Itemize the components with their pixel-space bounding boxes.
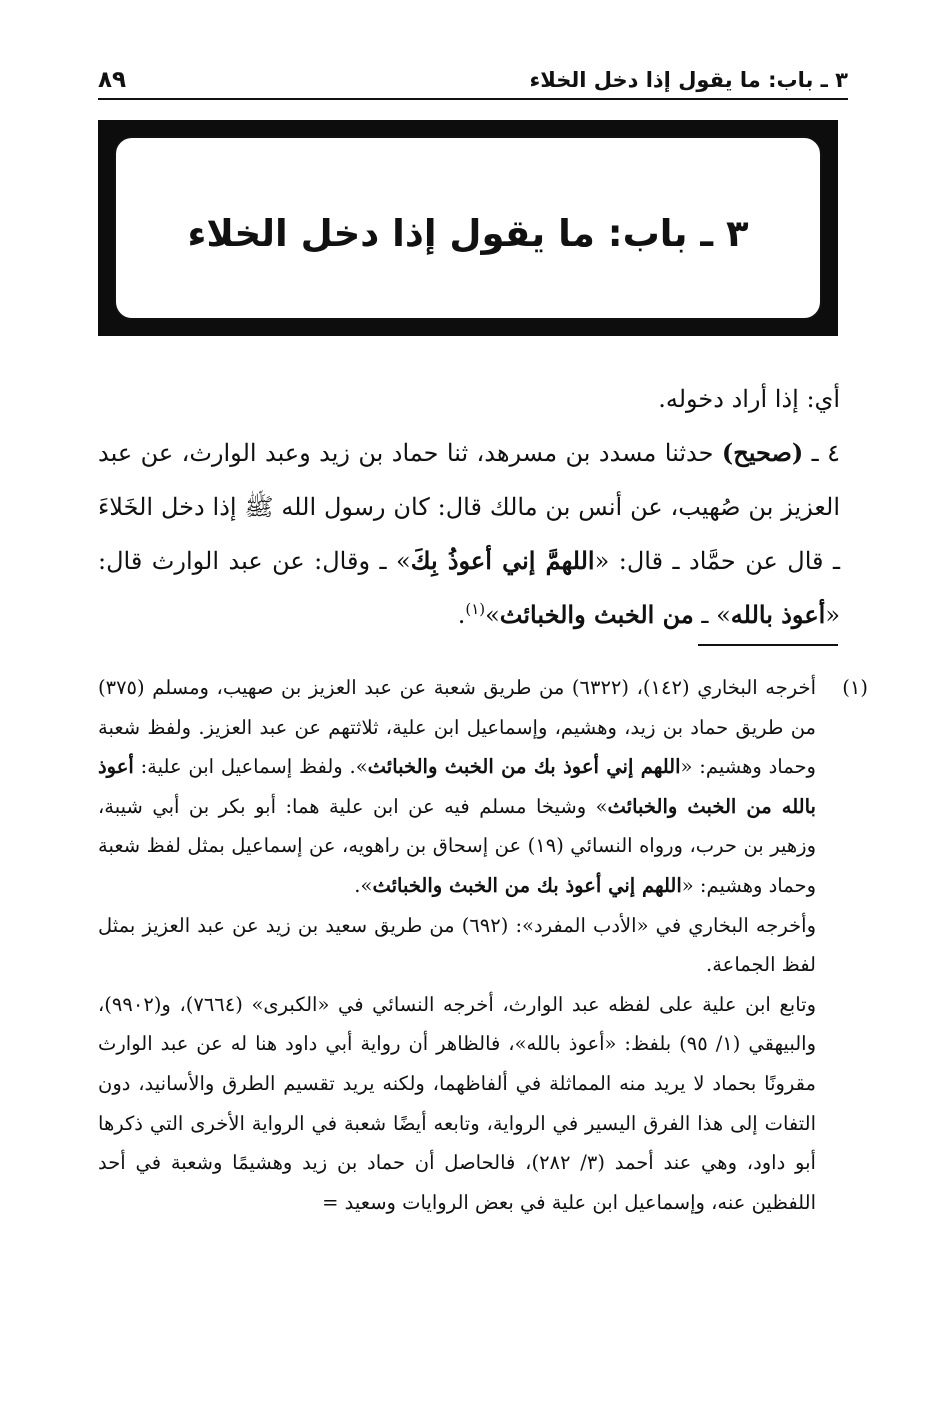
hadith-end: . [457,601,466,629]
hadith-grade: (صحيح) [721,438,804,467]
footnotes [98,668,868,1222]
fn-quote: أعوذ بالله من الخبث والخبائث [98,755,816,818]
hadith-quote-2: أعوذ بالله [730,600,826,629]
running-header [98,62,848,100]
hadith-text-2: » ـ وقال: عن عبد الوارث قال: « [98,547,840,629]
footnote-paragraph-1 [98,668,816,906]
page-number: ٨٩ [98,67,127,93]
hadith-number: ٤ ـ [811,439,840,467]
footnote-body [98,668,816,1222]
chapter-title-box [114,136,822,320]
footnote-reference[interactable]: (١) [465,600,486,618]
footnote-paragraph-3: وتابع ابن علية على لفظه عبد الوارث، أخرجه النسائي في «الكبرى» (٧٦٦٤)، و(٩٩٠٢)، والبيهقي (١/ ٩٥) بلفظ: «أعوذ بالله»، فالظاهر أن رواية أبي داود هنا له عن عبد الوارث مقرونًا بحماد لا يريد منه المماثلة في ألفاظهما، ولكنه يريد تقسيم الطرق والأسانيد، دون التفات إلى هذا الفرق اليسير في الرواية، وتابعه أيضًا شعبة في الرواية الأخرى التي ذكرها أبو داود، وهي عند أحمد (٣/ ٢٨٢)، فالحاصل أن حماد بن زيد وهشيمًا وشعبة في أحد اللفظين عنه، وإسماعيل ابن علية في بعض الروايات وسعيد = [98,992,817,1214]
fn-text: » وشيخا مسلم فيه عن ابن علية هما: أبو بكر بن أبي شيبة، وزهير بن حرب، ورواه النسائي (١٩) عن إسحاق بن راهويه، عن إسماعيل بمثل لفظ شعبة وحماد وهشيم: « [98,794,816,897]
hadith-text-3: » ـ [693,601,731,629]
hadith-paragraph [98,426,840,642]
hadith-quote-3: من الخبث والخبائث [499,600,694,629]
footnote-separator [698,644,838,646]
hadith-text-4: » [485,601,500,629]
running-title: ٣ ـ باب: ما يقول إذا دخل الخلاء [529,68,848,92]
footnote-1 [98,668,868,1222]
chapter-title-frame [98,120,838,336]
fn-text: أخرجه البخاري (١٤٢)، (٦٣٢٢) من طريق شعبة عن عبد العزيز بن صهيب، ومسلم (٣٧٥) من طريق حماد بن زيد، وهشيم، وإسماعيل ابن علية، ثلاثتهم عن عبد العزيز. ولفظ شعبة وحماد وهشيم: « [98,676,816,779]
gloss-line: أي: إذا أراد دخوله. [658,385,840,413]
footnote-paragraph-2: وأخرجه البخاري في «الأدب المفرد»: (٦٩٢) من طريق سعيد بن زيد عن عبد العزيز بمثل لفظ الجماعة. [98,913,817,977]
hadith-text-1: حدثنا مسدد بن مسرهد، ثنا حماد بن زيد وعبد الوارث، عن عبد العزيز بن صُهيب، عن أنس بن مالك قال: كان رسول الله ﷺ إذا دخل الخَلاءَ ـ قال عن حمَّاد ـ قال: « [98,439,840,575]
fn-text: ». ولفظ إسماعيل ابن علية: [133,755,368,779]
hadith-quote-1: اللهمَّ إني أعوذُ بِكَ [410,546,595,575]
chapter-heading: ٣ ـ باب: ما يقول إذا دخل الخلاء [187,211,749,255]
fn-text: ». [354,873,373,897]
fn-quote: اللهم إني أعوذ بك من الخبث والخبائث [367,755,681,779]
main-text [98,372,840,642]
footnote-marker: (١) [842,676,868,699]
fn-quote: اللهم إني أعوذ بك من الخبث والخبائث [372,873,682,897]
